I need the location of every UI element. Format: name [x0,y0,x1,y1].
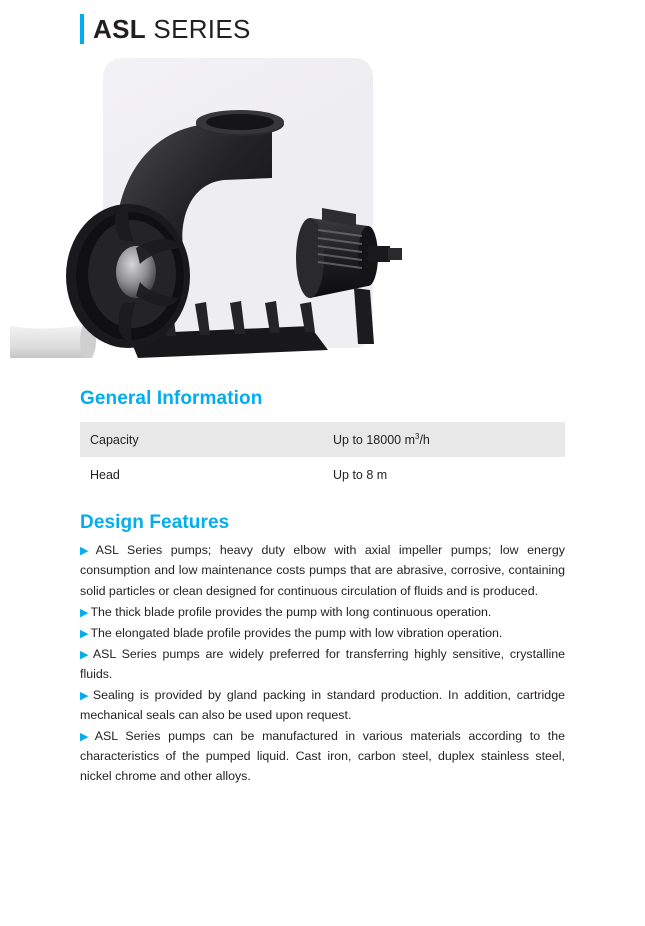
list-item-text: Sealing is provided by gland packing in standard production. In addition, cartridge mechanical seals can also be used upon request. [80,687,565,723]
triangle-bullet-icon: ▶ [80,689,91,702]
title-accent-bar [80,14,84,44]
triangle-bullet-icon: ▶ [80,606,89,619]
list-item-text: ASL Series pumps are widely preferred for transferring highly sensitive, crystalline fluids. [80,646,565,681]
list-item [80,623,565,643]
table-row [80,457,565,492]
list-item-text: The elongated blade profile provides the pump with low vibration operation. [90,625,503,640]
spec-value [333,457,565,492]
pump-illustration-icon [10,58,410,358]
title-text [93,16,251,42]
title-bold: ASL [93,14,146,44]
design-features-heading: Design Features [80,512,230,534]
list-item-text: ASL Series pumps can be manufactured in various materials according to the characteristics of the pumped liquid. Cast iron, carbon steel, duplex stainless steel, nickel chrome and other alloys. [80,729,565,784]
title-light: SERIES [145,14,251,44]
design-features-list [80,540,565,786]
product-image-block [0,58,645,348]
spec-value-text: Up to 18000 m [333,433,415,448]
spec-value [333,422,565,457]
document-page [0,14,645,926]
list-item [80,685,565,725]
spec-value-tail: /h [419,433,430,448]
triangle-bullet-icon: ▶ [80,545,94,558]
general-information-heading: General Information [80,388,263,409]
list-item [80,726,565,786]
triangle-bullet-icon: ▶ [80,627,89,640]
triangle-bullet-icon: ▶ [80,731,93,744]
spec-label: Head [90,467,120,482]
spec-value-sup: 3 [415,432,420,441]
list-item-text: ASL Series pumps; heavy duty elbow with axial impeller pumps; low energy consumption and low maintenance costs pumps that are abrasive, corrosive, containing solid particles or clean designed for continuous circulation of fluids and is produced. [80,543,565,598]
list-item-text: The thick blade profile provides the pump with long continuous operation. [90,604,492,619]
spec-value-text: Up to 8 m [333,468,388,483]
page-title [80,14,645,44]
list-item [80,602,565,622]
triangle-bullet-icon: ▶ [80,648,91,661]
general-information-table [80,422,565,492]
list-item [80,644,565,684]
table-row [80,422,565,457]
list-item [80,540,565,600]
spec-label: Capacity [90,432,139,447]
